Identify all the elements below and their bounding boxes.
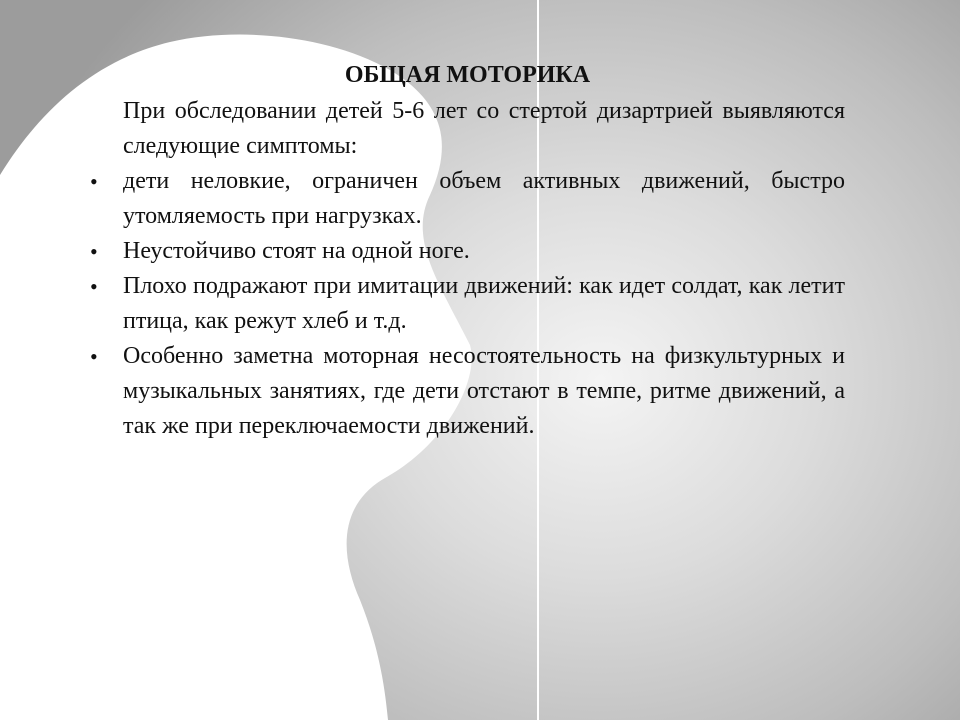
bullet-icon: • — [90, 274, 98, 299]
list-item — [90, 339, 845, 444]
list-item-text: Плохо подражают при имитации движений: как идет солдат, как летит птица, как режут хлеб и т.д. — [123, 273, 845, 334]
slide-title: ОБЩАЯ МОТОРИКА — [344, 62, 591, 88]
list-item — [90, 269, 845, 339]
list-item-text: Неустойчиво стоят на одной ноге. — [123, 238, 470, 264]
bullet-icon: • — [90, 239, 98, 264]
list-item — [90, 164, 845, 234]
bullet-icon: • — [90, 344, 98, 369]
list-item — [90, 234, 845, 269]
bullet-icon: • — [90, 169, 98, 194]
list-item-text: дети неловкие, ограничен объем активных движений, быстро утомляемость при нагрузках. — [123, 168, 845, 229]
intro-paragraph: При обследовании детей 5-6 лет со стертой дизартрией выявляются следующие симптомы: — [123, 98, 845, 159]
list-item-text: Особенно заметна моторная несостоятельность на физкультурных и музыкальных занятиях, где дети отстают в темпе, ритме движений, а так же при переключаемости движений. — [123, 343, 845, 439]
content-block — [90, 58, 845, 444]
symptom-list — [90, 164, 845, 444]
